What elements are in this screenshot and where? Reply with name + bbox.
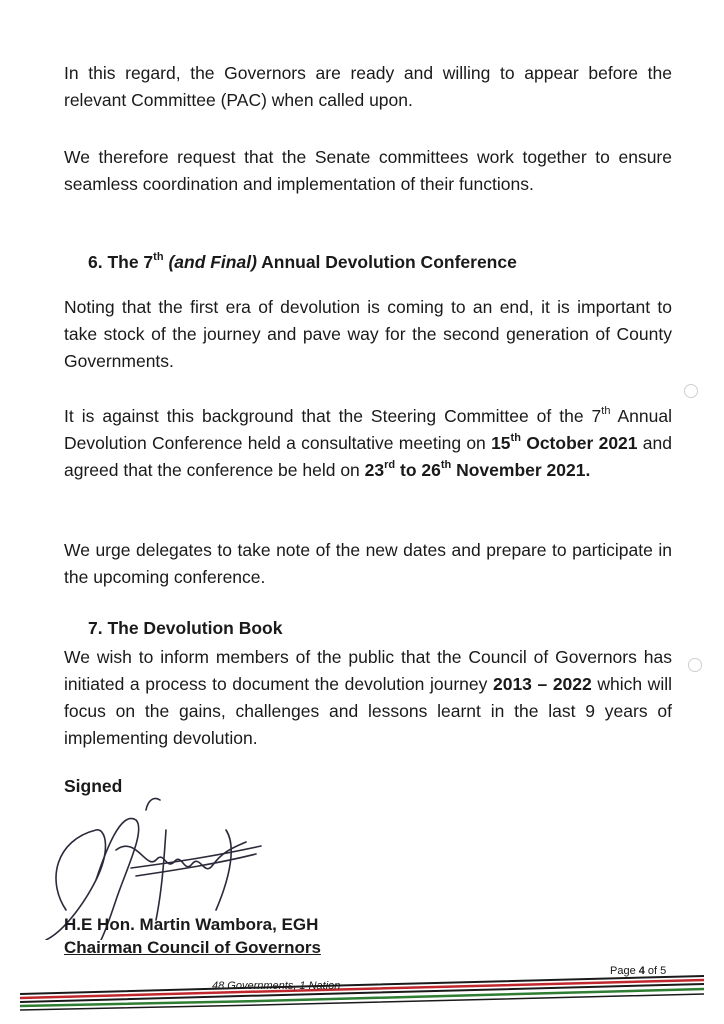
paragraph-devolution-book xyxy=(64,644,672,752)
footer-flag-stripes xyxy=(0,972,724,1024)
bold-span: 23 xyxy=(364,460,385,480)
heading-rest: Annual Devolution Conference xyxy=(256,252,517,272)
punch-hole-mark xyxy=(688,658,702,672)
text-span: We wish to inform members of the public that the Council of Governors has initiated a process to document the devolution journey xyxy=(64,647,672,694)
heading-sup: th xyxy=(153,251,164,264)
signatory-name: H.E Hon. Martin Wambora, EGH xyxy=(64,915,319,934)
text-span: and agreed that the conference be held on xyxy=(64,433,673,480)
heading-prefix: 6. The 7 xyxy=(88,252,154,272)
bold-span: to 26 xyxy=(395,460,441,480)
text-span: which will focus on the gains, challenges and lessons learnt in the last 9 years of implementing devolution. xyxy=(64,674,672,748)
sup-span: th xyxy=(440,459,452,472)
bold-span: October 2021 xyxy=(520,433,638,453)
text-span: It is against this background that the Steering Committee of the 7 xyxy=(64,406,602,426)
section-heading-6 xyxy=(88,252,517,273)
sup-span: rd xyxy=(384,459,396,472)
heading-italic: (and Final) xyxy=(168,252,257,272)
paragraph-senate-committees: We therefore request that the Senate committees work together to ensure seamless coordination and implementation of their functions. xyxy=(64,147,672,194)
bold-span: 2013 – 2022 xyxy=(492,674,592,694)
paragraph-steering-committee xyxy=(64,403,672,484)
paragraph-pac: In this regard, the Governors are ready and willing to appear before the relevant Committee (PAC) when called upon. xyxy=(64,63,672,110)
punch-hole-mark xyxy=(684,384,698,398)
paragraph-first-era: Noting that the first era of devolution is coming to an end, it is important to take stock of the journey and pave way for the second generation of County Governments. xyxy=(64,297,672,371)
bold-span: 15 xyxy=(491,433,511,453)
section-heading-7: 7. The Devolution Book xyxy=(88,618,283,638)
bold-span: November 2021. xyxy=(451,460,591,480)
signed-label: Signed xyxy=(64,776,123,796)
sup-span: th xyxy=(601,405,611,418)
footer-motto: 48 Governments, 1 Nation xyxy=(212,980,341,992)
page-suffix: of 5 xyxy=(644,965,667,977)
text-span: Annual Devolution Conference held a consultative meeting on xyxy=(64,406,672,453)
paragraph-new-dates: We urge delegates to take note of the new dates and prepare to participate in the upcoming conference. xyxy=(64,540,672,587)
sup-span: th xyxy=(510,432,521,445)
page-number-value: 4 xyxy=(638,965,645,977)
signatory-title: Chairman Council of Governors xyxy=(64,938,321,957)
page-prefix: Page xyxy=(610,965,639,977)
